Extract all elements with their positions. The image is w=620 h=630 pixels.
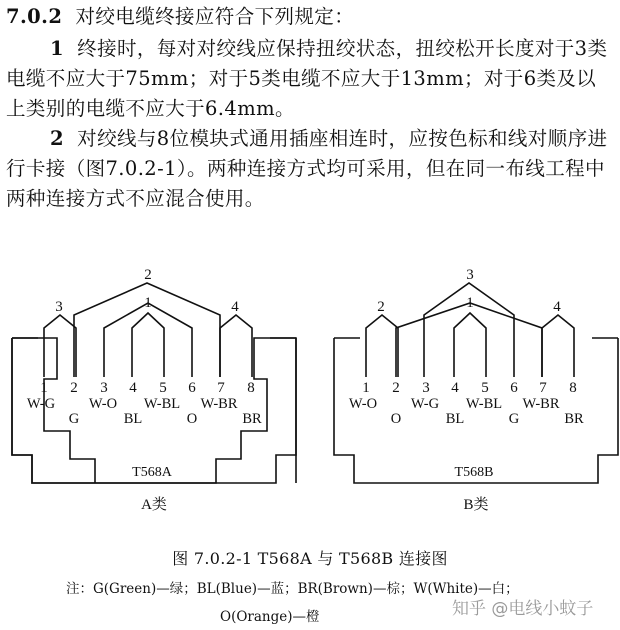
class-label: A类: [141, 497, 167, 513]
pin-label: 6: [510, 380, 518, 396]
wire-color-label: O: [390, 411, 402, 427]
pin-label: 5: [159, 380, 167, 396]
wire-color-label: W-G: [26, 396, 56, 412]
pair-1-loop: [132, 313, 164, 377]
pair-1-outer: [104, 303, 192, 377]
wire-color-label: W-BL: [143, 396, 181, 412]
pin-label: 7: [539, 380, 547, 396]
pair-1-loop: [454, 313, 486, 377]
wire-color-label: W-O: [348, 396, 378, 412]
pin-label: 8: [569, 380, 577, 396]
wire-color-label: W-O: [88, 396, 118, 412]
pin-label: 2: [70, 380, 78, 396]
wire-color-label: BL: [123, 411, 143, 427]
wire-color-label: G: [508, 411, 520, 427]
clause-2: [6, 124, 614, 214]
pin-label: 4: [129, 380, 137, 396]
wire-color-label: BR: [564, 411, 584, 427]
pair-2-loop: [366, 315, 398, 377]
clause-1-text: 终接时，每对对绞线应保持扭绞状态，扭绞松开长度对于3类电缆不应大于75mm；对于5类电缆不应大于13mm；对于6类及以上类别的电缆不应大于6.4mm。: [6, 37, 608, 120]
pair-number-b-2: 3: [466, 267, 474, 283]
pin-label: 7: [217, 380, 225, 396]
pair-number-a-2: 2: [144, 267, 152, 283]
class-label: B类: [463, 497, 489, 513]
t568b-diagram: [334, 267, 618, 513]
wire-color-label: W-BR: [522, 396, 560, 412]
pair-number-a-3: 1: [144, 295, 152, 311]
figure-caption: 图 7.0.2-1 T568A 与 T568B 连接图: [172, 549, 448, 568]
pair-3-loop: [44, 315, 76, 377]
pin-label: 1: [40, 380, 48, 396]
clause-2-number: 2: [50, 127, 64, 150]
wire-color-label: W-G: [410, 396, 440, 412]
standard-label: T568A: [132, 465, 172, 480]
t568a-diagram: [12, 267, 296, 513]
wire-color-label: O: [186, 411, 198, 427]
pin-label: 3: [100, 380, 108, 396]
wire-color-label: G: [68, 411, 80, 427]
clause-1-number: 1: [50, 37, 64, 60]
wire-color-label: W-BR: [200, 396, 238, 412]
pair-number-b-3: 1: [466, 295, 474, 311]
standard-label: T568B: [454, 465, 494, 480]
section-heading-text: 对绞电缆终接应符合下列规定：: [75, 5, 355, 28]
pin-label: 8: [247, 380, 255, 396]
pin-label: 4: [451, 380, 459, 396]
pin-label: 6: [188, 380, 196, 396]
wiring-figure: [0, 255, 620, 540]
clause-2-text: 对绞线与8位模块式通用插座相连时，应按色标和线对顺序进行卡接（图7.0.2-1）。两种连接方式均可采用，但在同一布线工程中两种连接方式不应混合使用。: [6, 127, 608, 210]
pin-label: 3: [422, 380, 430, 396]
pair-4-loop: [542, 315, 574, 377]
wire-color-label: BL: [445, 411, 465, 427]
watermark: 知乎 @电线小蚊子: [452, 599, 594, 619]
pair-number-a-4: 4: [231, 299, 239, 315]
pair-number-a-1: 3: [55, 299, 63, 315]
clause-1: [6, 34, 614, 124]
figure-note-line-2: O(Orange)—橙: [220, 609, 320, 625]
pin-label: 1: [362, 380, 370, 396]
pin-label: 5: [481, 380, 489, 396]
wire-color-label: BR: [242, 411, 262, 427]
pair-number-b-4: 4: [553, 299, 561, 315]
wire-color-label: W-BL: [465, 396, 503, 412]
section-heading: [6, 2, 614, 32]
pair-number-b-1: 2: [377, 299, 385, 315]
figure-note-line-1: 注：G(Green)—绿；BL(Blue)—蓝；BR(Brown)—棕；W(White)—白；: [66, 581, 519, 597]
pin-label: 2: [392, 380, 400, 396]
pair-4-loop: [220, 315, 252, 377]
section-number: 7.0.2: [6, 5, 63, 28]
